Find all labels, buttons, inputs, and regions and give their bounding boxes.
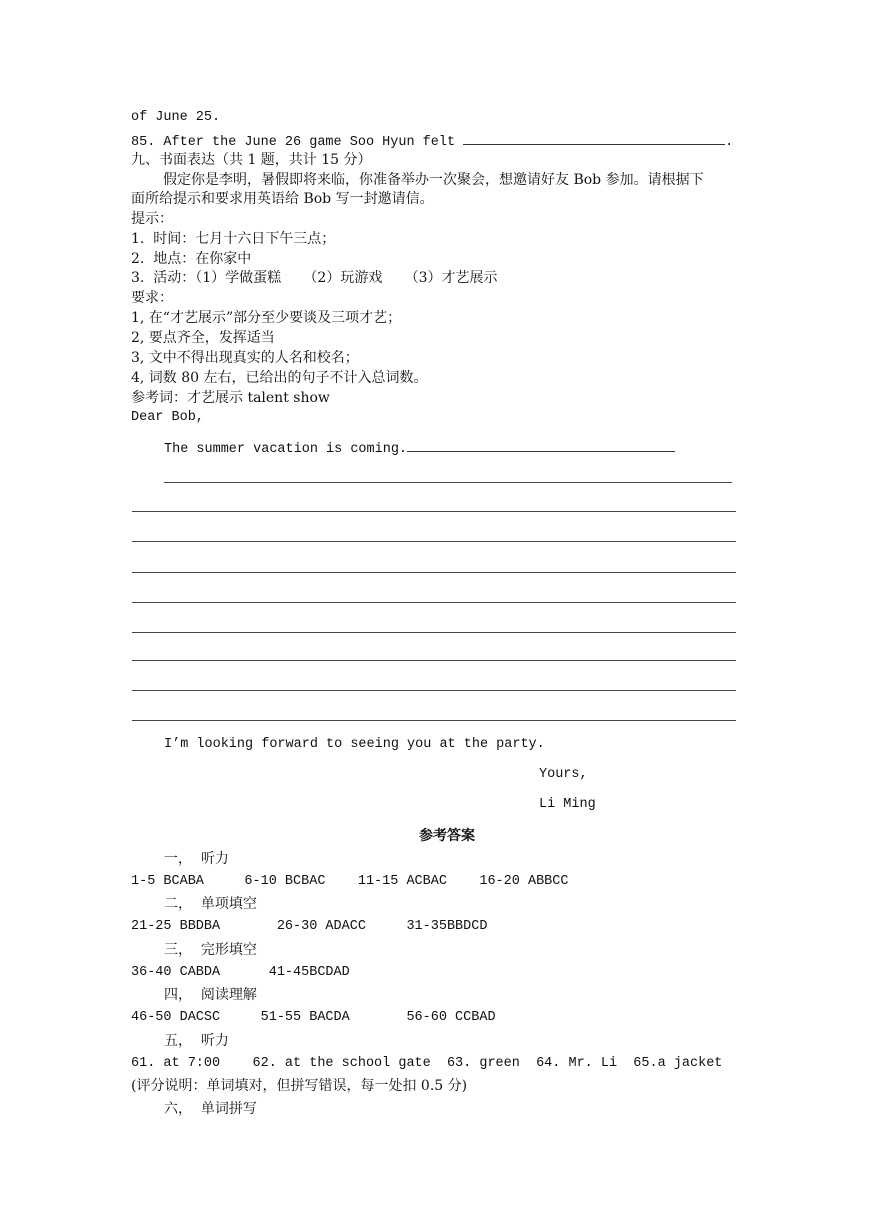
writing-line — [132, 720, 736, 721]
q84-tail: of June 25. — [131, 110, 221, 125]
writing-line — [132, 602, 736, 603]
answer-line: 61. at 7:00 62. at the school gate 63. green 64. Mr. Li 65.a jacket — [131, 1056, 723, 1071]
answer-section-heading: 六， 单词拼写 — [164, 1101, 257, 1117]
requirement-item: 1, 在“才艺展示”部分至少要谈及三项才艺； — [131, 310, 402, 326]
q85-blank — [463, 130, 725, 145]
answer-line: 1-5 BCABA 6-10 BCBAC 11-15 ACBAC 16-20 ABBCC — [131, 874, 569, 889]
q85-text: 85. After the June 26 game Soo Hyun felt — [131, 135, 456, 150]
letter-opening: The summer vacation is coming. — [164, 442, 408, 457]
requirement-item: 2, 要点齐全，发挥适当 — [131, 330, 275, 346]
writing-line — [132, 632, 736, 633]
answer-section-heading: 五， 听力 — [164, 1033, 229, 1049]
q85-end: . — [725, 135, 734, 150]
writing-line — [164, 482, 732, 483]
prompt-line2: 面所给提示和要求用英语给 Bob 写一封邀请信。 — [131, 191, 434, 207]
writing-line — [132, 690, 736, 691]
requirements-title: 要求： — [131, 290, 173, 306]
requirement-item: 3, 文中不得出现真实的人名和校名； — [131, 350, 359, 366]
opening-blank — [407, 437, 675, 452]
answer-section-heading: 一， 听力 — [164, 851, 229, 867]
writing-heading: 九、书面表达（共 1 题，共计 15 分） — [131, 152, 372, 168]
letter-signature: Li Ming — [539, 797, 596, 812]
answer-section-heading: 二， 单项填空 — [164, 896, 257, 912]
hint-item: 2. 地点：在你家中 — [131, 251, 252, 267]
answer-line: 46-50 DACSC 51-55 BACDA 56-60 CCBAD — [131, 1010, 496, 1025]
reference-word: 参考词：才艺展示 talent show — [131, 390, 330, 406]
prompt-line1: 假定你是李明，暑假即将来临，你准备举办一次聚会，想邀请好友 Bob 参加。请根据下 — [163, 172, 704, 188]
answers-title: 参考答案 — [419, 828, 475, 844]
writing-line — [132, 541, 736, 542]
answer-section-heading: 三， 完形填空 — [164, 942, 257, 958]
letter-signoff: Yours, — [539, 767, 588, 782]
letter-greeting: Dear Bob, — [131, 410, 204, 425]
scoring-note: (评分说明：单词填对，但拼写错误，每一处扣 0.5 分) — [131, 1078, 468, 1094]
hint-item: 3. 活动：（1）学做蛋糕 （2）玩游戏 （3）才艺展示 — [131, 270, 498, 286]
writing-line — [132, 511, 736, 512]
writing-line — [132, 660, 736, 661]
hint-item: 1. 时间：七月十六日下午三点； — [131, 231, 336, 247]
letter-closing: I’m looking forward to seeing you at the party. — [164, 737, 545, 752]
hints-title: 提示： — [131, 211, 173, 227]
answer-section-heading: 四， 阅读理解 — [164, 987, 257, 1003]
requirement-item: 4, 词数 80 左右，已给出的句子不计入总词数。 — [131, 370, 428, 386]
letter-opening-line — [164, 437, 675, 460]
answer-line: 21-25 BBDBA 26-30 ADACC 31-35BBDCD — [131, 919, 488, 934]
answer-line: 36-40 CABDA 41-45BCDAD — [131, 965, 350, 980]
writing-line — [132, 572, 736, 573]
